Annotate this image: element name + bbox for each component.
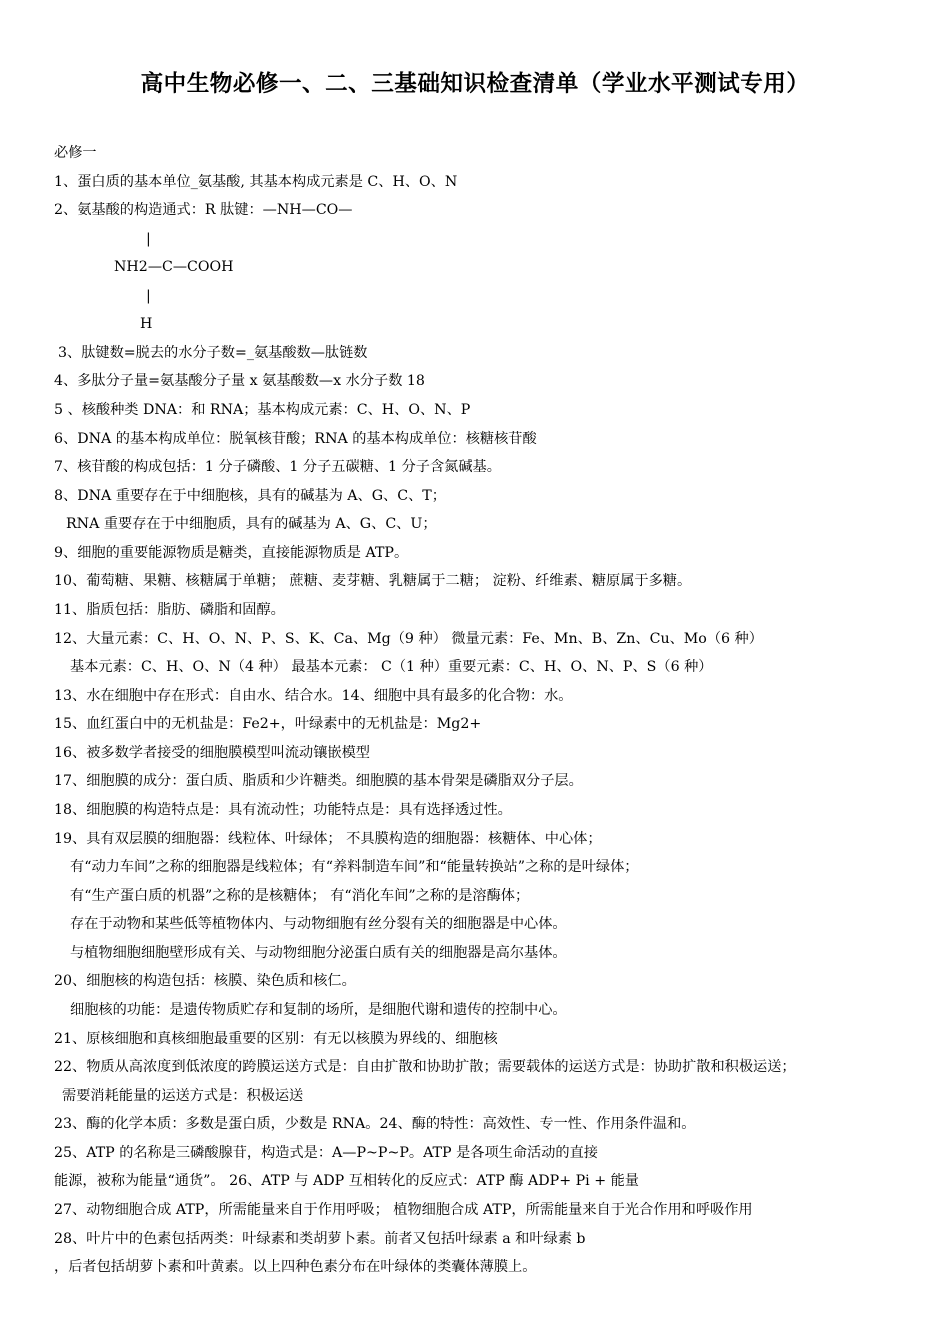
- section-heading: 必修一: [54, 145, 97, 161]
- text-line: 28、叶片中的色素包括两类：叶绿素和类胡萝卜素。前者又包括叶绿素 a 和叶绿素 b: [54, 1231, 586, 1247]
- text-line: 22、物质从高浓度到低浓度的跨膜运送方式是：自由扩散和协助扩散；需要载体的运送方式是：协助扩散和积极运送；: [54, 1059, 796, 1075]
- text-line: 19、具有双层膜的细胞器：线粒体、叶绿体； 不具膜构造的细胞器：核糖体、中心体；: [54, 831, 602, 847]
- text-line: 与植物细胞细胞壁形成有关、与动物细胞分泌蛋白质有关的细胞器是高尔基体。: [70, 945, 567, 961]
- text-line: 27、动物细胞合成 ATP，所需能量来自于作用呼吸； 植物细胞合成 ATP，所需能量来自于光合作用和呼吸作用: [54, 1202, 753, 1218]
- text-line: 10、葡萄糖、果糖、核糖属于单糖； 蔗糖、麦芽糖、乳糖属于二糖； 淀粉、纤维素、糖原属于多糖。: [54, 573, 692, 589]
- text-line: 基本元素：C、H、O、N（4 种） 最基本元素： C（1 种）重要元素：C、H、O、N、P、S（6 种）: [70, 659, 713, 675]
- text-line: 1、蛋白质的基本单位_氨基酸, 其基本构成元素是 C、H、O、N: [54, 174, 458, 190]
- text-line: 7、核苷酸的构成包括：1 分子磷酸、1 分子五碳糖、1 分子含氮碱基。: [54, 459, 501, 475]
- text-line: 15、血红蛋白中的无机盐是：Fe2+，叶绿素中的无机盐是：Mg2+: [54, 716, 482, 732]
- text-line: 细胞核的功能：是遗传物质贮存和复制的场所，是细胞代谢和遗传的控制中心。: [70, 1002, 567, 1018]
- text-line: 11、脂质包括：脂肪、磷脂和固醇。: [54, 602, 285, 618]
- document-title: 高中生物必修一、二、三基础知识检查清单（学业水平测试专用）: [140, 71, 810, 97]
- text-line: RNA 重要存在于中细胞质，具有的碱基为 A、G、C、U；: [66, 516, 437, 532]
- text-line: 21、原核细胞和真核细胞最重要的区别：有无以核膜为界线的、细胞核: [54, 1031, 498, 1047]
- formula-line: H: [140, 316, 153, 332]
- text-line: 2、氨基酸的构造通式：R 肽键：—NH—CO—: [54, 202, 353, 218]
- text-line: ，后者包括胡萝卜素和叶黄素。以上四种色素分布在叶绿体的类囊体薄膜上。: [54, 1259, 537, 1275]
- text-line: 需要消耗能量的运送方式是：积极运送: [62, 1088, 304, 1104]
- text-line: 20、细胞核的构造包括：核膜、染色质和核仁。: [54, 973, 356, 989]
- text-line: 5 、核酸种类 DNA：和 RNA；基本构成元素：C、H、O、N、P: [54, 402, 471, 418]
- text-line: 13、水在细胞中存在形式：自由水、结合水。14、细胞中具有最多的化合物：水。: [54, 688, 573, 704]
- text-line: 8、DNA 重要存在于中细胞核，具有的碱基为 A、G、C、T；: [54, 488, 446, 504]
- text-line: 17、细胞膜的成分：蛋白质、脂质和少许糖类。细胞膜的基本骨架是磷脂双分子层。: [54, 773, 583, 789]
- text-line: 18、细胞膜的构造特点是：具有流动性；功能特点是：具有选择透过性。: [54, 802, 512, 818]
- formula-bond: |: [146, 288, 151, 304]
- formula-line: NH2—C—COOH: [114, 259, 234, 275]
- text-line: 23、酶的化学本质：多数是蛋白质，少数是 RNA。24、酶的特性：高效性、专一性、作用条件温和。: [54, 1116, 696, 1132]
- text-line: 9、细胞的重要能源物质是糖类，直接能源物质是 ATP。: [54, 545, 409, 561]
- text-line: 4、多肽分子量=氨基酸分子量 x 氨基酸数—x 水分子数 18: [54, 373, 425, 389]
- text-line: 25、ATP 的名称是三磷酸腺苷，构造式是：A—P~P~P。ATP 是各项生命活动的直接: [54, 1145, 598, 1161]
- formula-bond: |: [146, 231, 151, 247]
- text-line: 16、被多数学者接受的细胞膜模型叫流动镶嵌模型: [54, 745, 370, 761]
- text-line: 3、肽键数=脱去的水分子数=_氨基酸数—肽链数: [58, 345, 368, 361]
- text-line: 6、DNA 的基本构成单位：脱氧核苷酸；RNA 的基本构成单位：核糖核苷酸: [54, 431, 537, 447]
- text-line: 有“生产蛋白质的机器”之称的是核糖体； 有“消化车间”之称的是溶酶体；: [70, 888, 530, 904]
- text-line: 12、大量元素：C、H、O、N、P、S、K、Ca、Mg（9 种） 微量元素：Fe、Mn、B、Zn、Cu、Mo（6 种）: [54, 631, 763, 647]
- text-line: 有“动力车间”之称的细胞器是线粒体；有“养料制造车间”和“能量转换站”之称的是叶绿体；: [70, 859, 639, 875]
- text-line: 能源，被称为能量“通货”。 26、ATP 与 ADP 互相转化的反应式：ATP 酶 ADP+ Pi + 能量: [54, 1173, 639, 1189]
- text-line: 存在于动物和某些低等植物体内、与动物细胞有丝分裂有关的细胞器是中心体。: [70, 916, 567, 932]
